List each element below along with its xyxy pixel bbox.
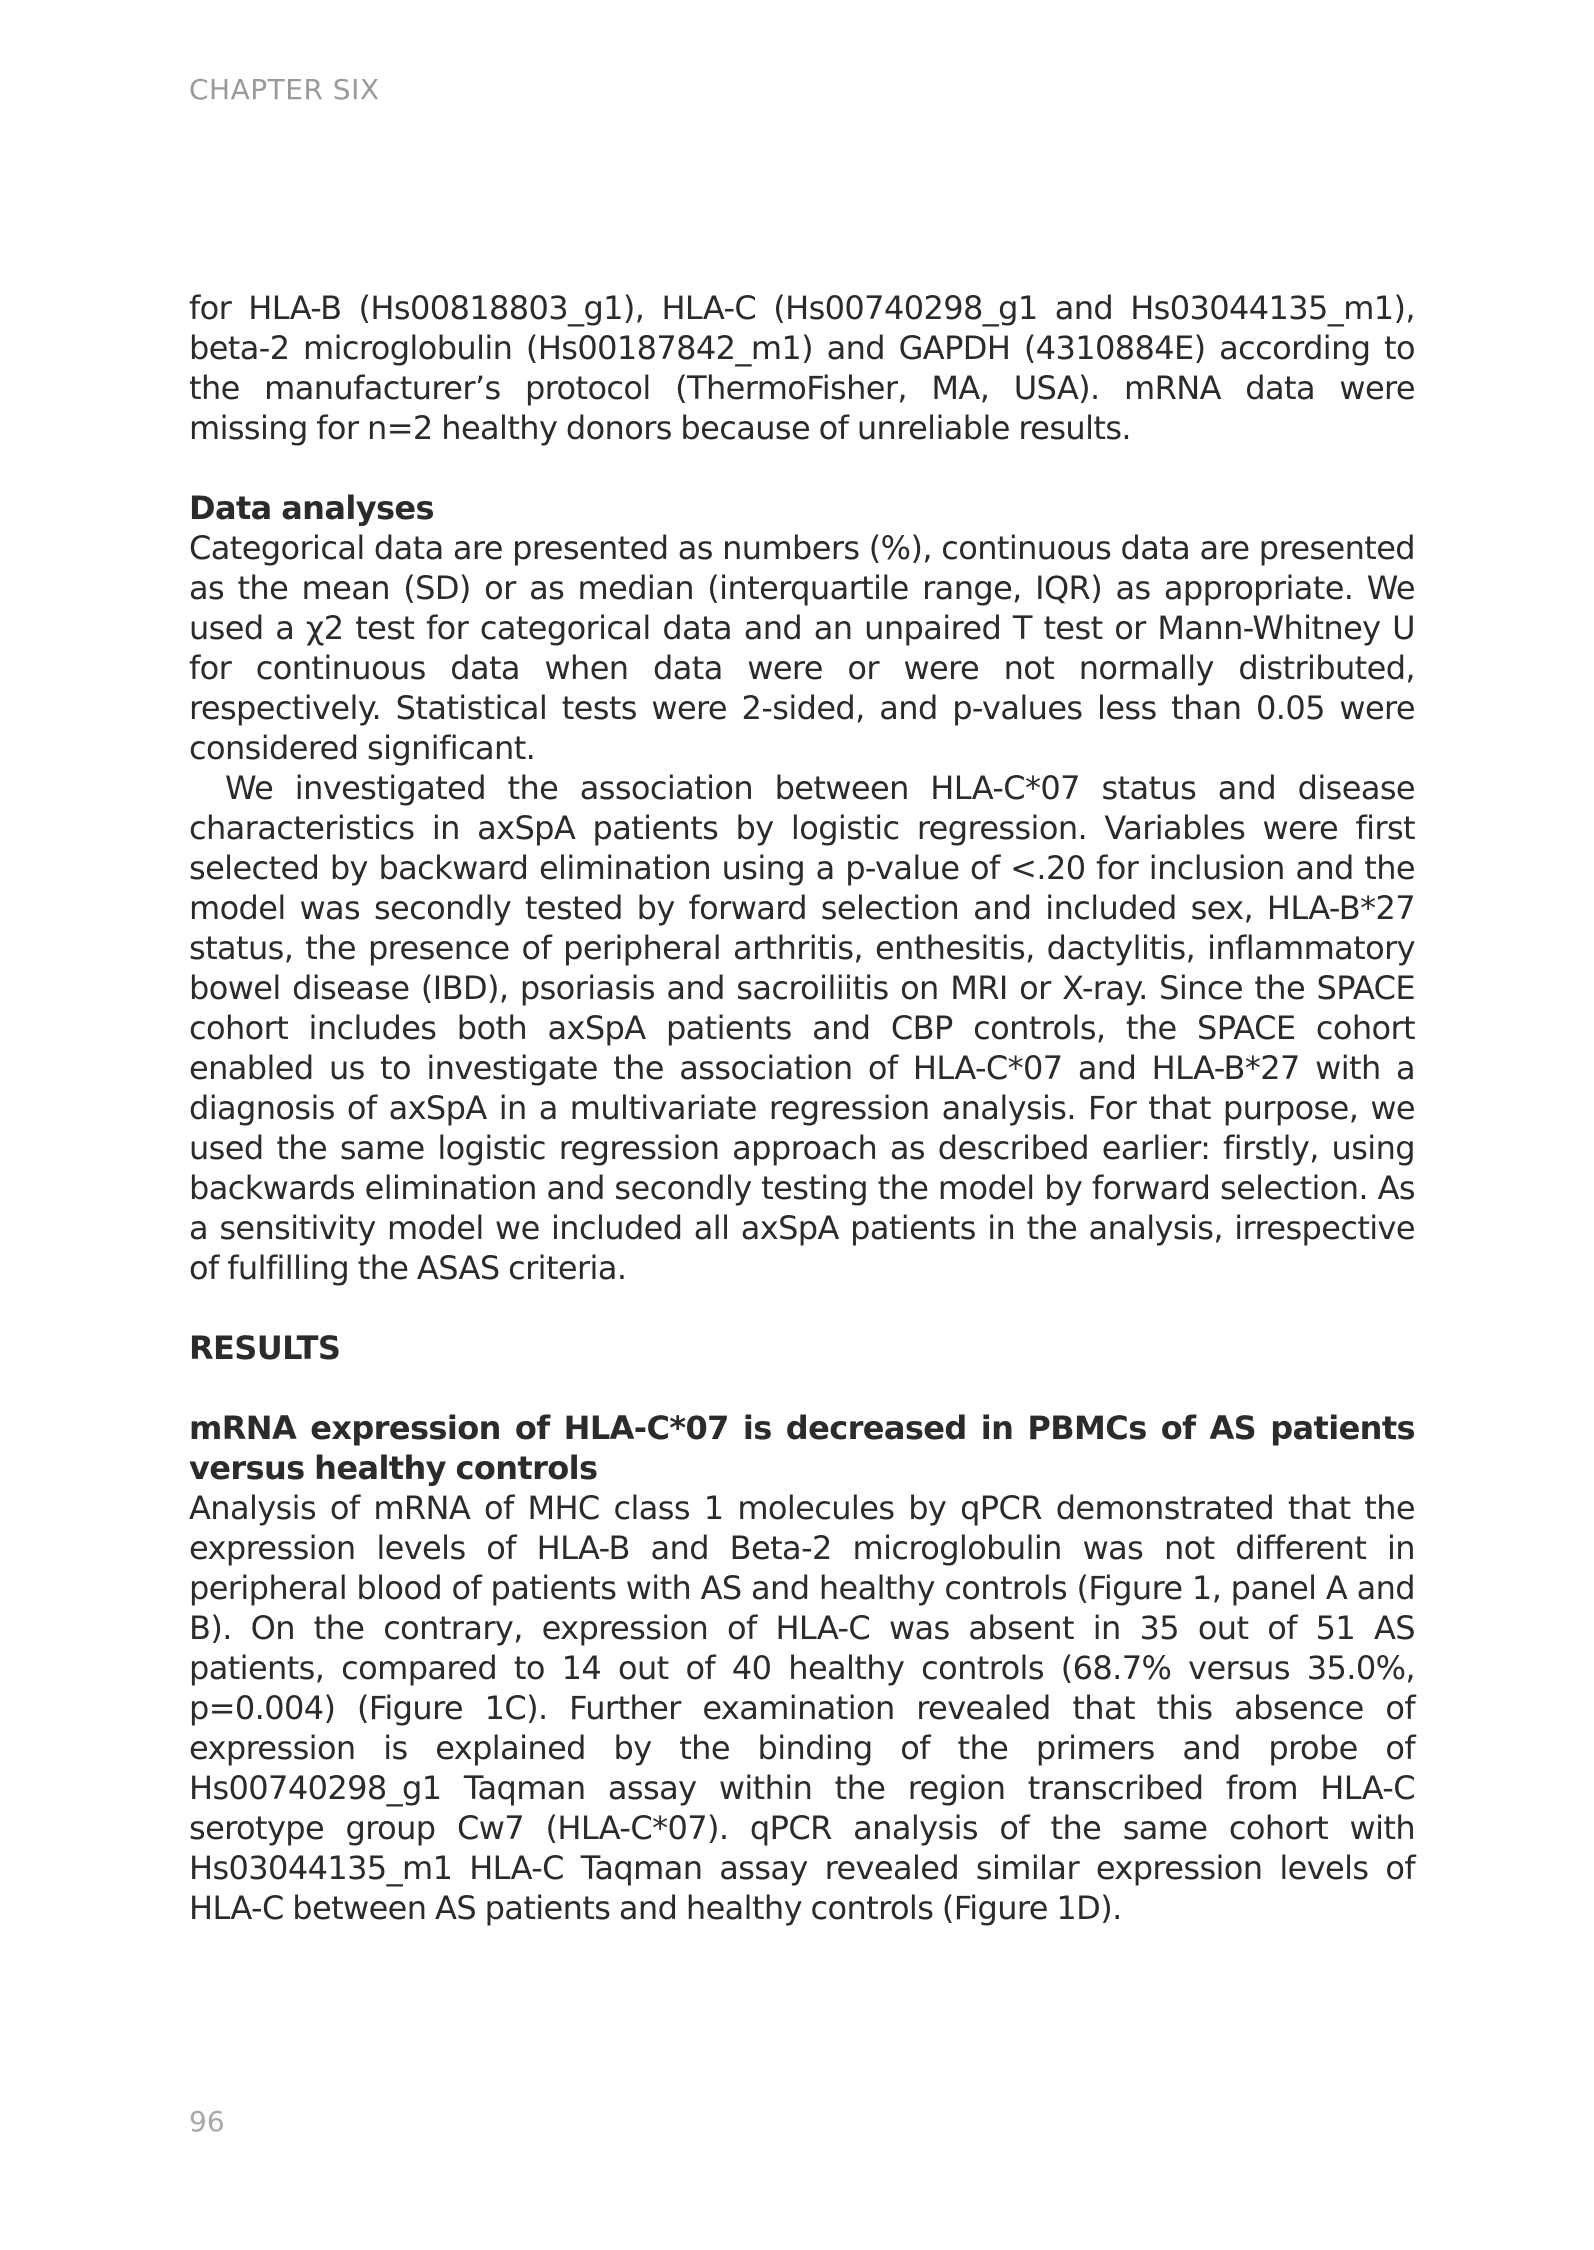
page-body bbox=[189, 288, 1415, 1928]
page-number: 96 bbox=[189, 2105, 225, 2138]
paragraph-methods-continued: for HLA-B (Hs00818803_g1), HLA-C (Hs00740298_g1 and Hs03044135_m1), beta-2 microglobulin (Hs00187842_m1) and GAPDH (4310884E) according to the manufacturer’s protocol (ThermoFisher, MA, USA). mRNA data were missing for n=2 healthy donors because of unreliable results. bbox=[189, 289, 1415, 447]
paragraph-results: Analysis of mRNA of MHC class 1 molecules by qPCR demonstrated that the expression levels of HLA-B and Beta-2 microglobulin was not different in peripheral blood of patients with AS and healthy controls (Figure 1, panel A and B). On the contrary, expression of HLA-C was absent in 35 out of 51 AS patients, compared to 14 out of 40 healthy controls (68.7% versus 35.0%, p=0.004) (Figure 1C). Further examination revealed that this absence of expression is explained by the binding of the primers and probe of Hs00740298_g1 Taqman assay within the region transcribed from HLA-C serotype group Cw7 (HLA-C*07). qPCR analysis of the same cohort with Hs03044135_m1 HLA-C Taqman assay revealed similar expression levels of HLA-C between AS patients and healthy controls (Figure 1D). bbox=[189, 1489, 1415, 1927]
paragraph-data-analyses-1: Categorical data are presented as numbers (%), continuous data are presented as the mean (SD) or as median (interquartile range, IQR) as appropriate. We used a χ2 test for categorical data and an unpaired T test or Mann-Whitney U for continuous data when data were or were not normally distributed, respectively. Statistical tests were 2-sided, and p-values less than 0.05 were considered significant. bbox=[189, 529, 1415, 767]
section-heading-data-analyses: Data analyses bbox=[189, 489, 434, 527]
paragraph-data-analyses-2: We investigated the association between HLA-C*07 status and disease characteristics in axSpA patients by logistic regression. Variables were first selected by backward elimination using a p-value of <.20 for inclusion and the model was secondly tested by forward selection and included sex, HLA-B*27 status, the presence of peripheral arthritis, enthesitis, dactylitis, inflammatory bowel disease (IBD), psoriasis and sacroiliitis on MRI or X-ray. Since the SPACE cohort includes both axSpA patients and CBP controls, the SPACE cohort enabled us to investigate the association of HLA-C*07 and HLA-B*27 with a diagnosis of axSpA in a multivariate regression analysis. For that purpose, we used the same logistic regression approach as described earlier: firstly, using backwards elimination and secondly testing the model by forward selection. As a sensitivity model we included all axSpA patients in the analysis, irrespective of fulfilling the ASAS criteria. bbox=[189, 769, 1415, 1287]
subsection-heading-mrna-expression: mRNA expression of HLA-C*07 is decreased in PBMCs of AS patients versus healthy controls bbox=[189, 1409, 1415, 1487]
section-heading-results: RESULTS bbox=[189, 1329, 341, 1367]
running-head: CHAPTER SIX bbox=[189, 73, 380, 106]
